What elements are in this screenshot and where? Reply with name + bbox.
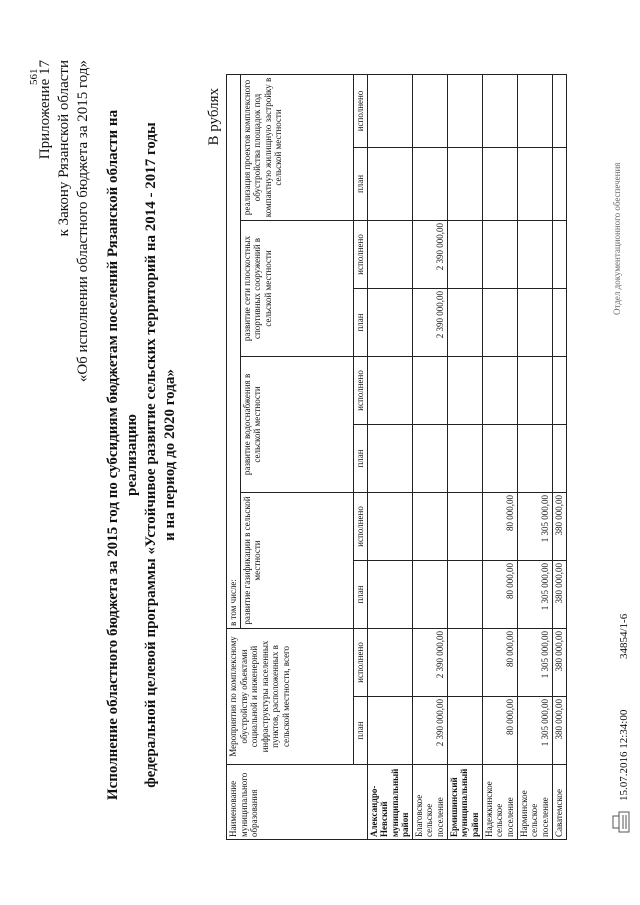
cell-total-done <box>367 628 412 696</box>
cell-total-done: 380 000,00 <box>552 628 566 696</box>
cell-water-done <box>482 356 517 424</box>
header-measures-total: Мероприятия по комплексному обустройству объектами социальной и инженерной инфраструктуры населенных пунктов, расположенных в сельской местности, всего <box>227 628 354 764</box>
subsidies-table <box>226 74 567 840</box>
cell-gas-plan <box>367 560 412 628</box>
cell-water-plan <box>412 424 447 492</box>
subheader-plan: план <box>353 560 367 628</box>
row-name: Благовское сельское поселение <box>412 765 447 840</box>
subheader-plan: план <box>353 424 367 492</box>
cell-gas-done: 380 000,00 <box>552 492 566 560</box>
cell-water-done <box>367 356 412 424</box>
row-name: Саватемское <box>552 765 566 840</box>
row-name: Александро-Невский муниципальный район <box>367 765 412 840</box>
cell-gas-done: 80 000,00 <box>482 492 517 560</box>
document-id: 34854/1-6 <box>618 613 630 659</box>
cell-total-done <box>447 628 482 696</box>
units-label: В рублях <box>206 88 222 146</box>
department-stamp: Отдел документационного обеспечения <box>612 162 622 315</box>
cell-total-done: 80 000,00 <box>482 628 517 696</box>
row-name: Ермишинский муниципальный район <box>447 765 482 840</box>
row-name: Надежкинское сельское поселение <box>482 765 517 840</box>
header-projects: реализация проектов комплексного обустройства площадок под компактную жилищную застройку в сельской местности <box>240 74 353 220</box>
table-row <box>447 74 482 839</box>
table-row <box>482 74 517 839</box>
cell-water-plan <box>367 424 412 492</box>
cell-total-plan: 380 000,00 <box>552 697 566 765</box>
cell-proj-plan <box>367 147 412 220</box>
cell-gas-done <box>447 492 482 560</box>
cell-proj-done <box>367 74 412 147</box>
print-timestamp: 15.07.2016 12:34:00 <box>618 709 630 801</box>
cell-water-plan <box>517 424 552 492</box>
cell-total-plan: 2 390 000,00 <box>412 697 447 765</box>
cell-proj-plan <box>412 147 447 220</box>
cell-water-plan <box>447 424 482 492</box>
cell-total-done: 1 305 000,00 <box>517 628 552 696</box>
cell-water-plan <box>552 424 566 492</box>
cell-gas-done <box>412 492 447 560</box>
cell-gas-plan <box>412 560 447 628</box>
subheader-plan: план <box>353 288 367 356</box>
cell-water-done <box>517 356 552 424</box>
cell-gas-plan: 1 305 000,00 <box>517 560 552 628</box>
title-line-1: Исполнение областного бюджета за 2015 год по субсидиям бюджетам поселений Рязанской области на реализацию <box>105 109 140 801</box>
cell-proj-plan <box>482 147 517 220</box>
appendix-line-3: «Об исполнении областного бюджета за 2015 год» <box>75 60 91 383</box>
header-water: развитие водоснабжения в сельской местности <box>240 356 353 492</box>
subheader-plan: план <box>353 147 367 220</box>
header-sport: развитие сети плоскостных спортивных сооружений в сельской местности <box>240 220 353 356</box>
subheader-plan: план <box>353 697 367 765</box>
cell-sport-done <box>552 220 566 288</box>
cell-proj-done <box>517 74 552 147</box>
subheader-done: исполнено <box>353 628 367 696</box>
cell-sport-done <box>367 220 412 288</box>
page-number: 561 <box>28 68 40 85</box>
cell-total-plan <box>367 697 412 765</box>
cell-sport-done <box>482 220 517 288</box>
cell-gas-done: 1 305 000,00 <box>517 492 552 560</box>
subheader-done: исполнено <box>353 356 367 424</box>
table-row <box>412 74 447 839</box>
cell-sport-plan <box>367 288 412 356</box>
cell-gas-done <box>367 492 412 560</box>
cell-proj-plan <box>447 147 482 220</box>
cell-sport-plan <box>517 288 552 356</box>
subheader-done: исполнено <box>353 74 367 147</box>
subheader-done: исполнено <box>353 220 367 288</box>
cell-proj-done <box>412 74 447 147</box>
appendix-line-1: Приложение 17 <box>37 60 53 160</box>
subheader-done: исполнено <box>353 492 367 560</box>
title-line-3: и на период до 2020 года» <box>162 369 178 541</box>
header-gas: развитие газификации в сельской местности <box>240 492 353 628</box>
header-name: Наименование муниципального образования <box>227 765 368 840</box>
row-name: Нарминское сельское поселение <box>517 765 552 840</box>
table-row <box>367 74 412 839</box>
title-line-2: федеральной целевой программы «Устойчивое развитие сельских территорий на 2014 - 2017 годы <box>143 122 159 788</box>
footer <box>610 35 638 835</box>
cell-proj-done <box>552 74 566 147</box>
table-row <box>517 74 552 839</box>
cell-sport-done: 2 390 000,00 <box>412 220 447 288</box>
cell-total-plan: 80 000,00 <box>482 697 517 765</box>
cell-water-done <box>552 356 566 424</box>
cell-sport-done <box>447 220 482 288</box>
document-title <box>104 75 180 835</box>
cell-proj-plan <box>552 147 566 220</box>
cell-sport-plan <box>447 288 482 356</box>
header-in-that-number: в том числе: <box>227 74 241 628</box>
cell-water-done <box>412 356 447 424</box>
cell-gas-plan: 380 000,00 <box>552 560 566 628</box>
table-row <box>552 74 566 839</box>
cell-sport-plan <box>482 288 517 356</box>
cell-gas-plan <box>447 560 482 628</box>
cell-proj-done <box>447 74 482 147</box>
cell-gas-plan: 80 000,00 <box>482 560 517 628</box>
printer-logo-icon <box>610 809 634 835</box>
cell-total-done: 2 390 000,00 <box>412 628 447 696</box>
appendix-line-2: к Закону Рязанской области <box>56 60 72 237</box>
cell-total-plan <box>447 697 482 765</box>
cell-sport-plan <box>552 288 566 356</box>
cell-water-done <box>447 356 482 424</box>
cell-sport-done <box>517 220 552 288</box>
cell-sport-plan: 2 390 000,00 <box>412 288 447 356</box>
cell-proj-done <box>482 74 517 147</box>
cell-water-plan <box>482 424 517 492</box>
cell-total-plan: 1 305 000,00 <box>517 697 552 765</box>
cell-proj-plan <box>517 147 552 220</box>
appendix-note <box>36 60 93 382</box>
